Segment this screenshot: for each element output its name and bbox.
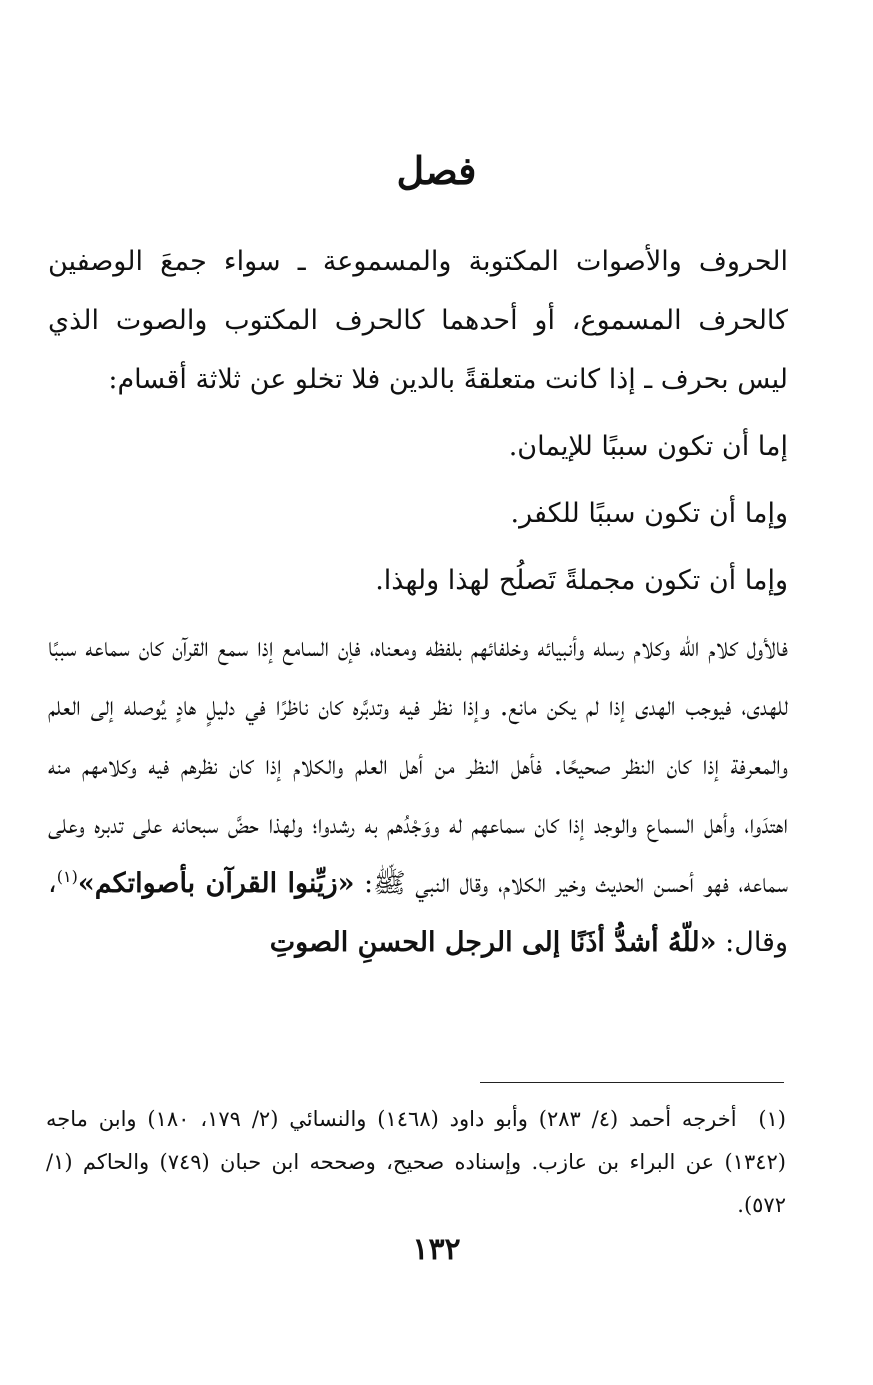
paragraph-first-type-text: فالأول كلام الله وكلام رسله وأنبيائه وخلفائهم بلفظه ومعناه، فإن السامع إذا سمع القرآن كان سماعه سببًا للهدى، فيوجب الهدى إذا لم يكن مانع. وإذا نظر فيه وتدبَّره كان ناظرًا في دليلٍ هادٍ يُوصله إلى العلم والمعرفة إذا كان النظر صحيحًا. فأهل النظر من أهل العلم والكلام إذا كان نظرهم فيه وكلامهم منه اهتدَوا، وأهل السماع والوجد إذا كان سماعهم له ووَجْدُهم به رشدوا؛ ولهذا حضَّ سبحانه على تدبره وعلى سماعه، فهو أحسن الحديث وخير الكلام، وقال النبي ﷺ:	[48, 632, 788, 899]
paragraph-intro: الحروف والأصوات المكتوبة والمسموعة ـ سواء جمعَ الوصفين كالحرف المسموع، أو أحدهما كالحرف المكتوب والصوت الذي ليس بحرف ـ إذا كانت متعلقةً بالدين فلا تخلو عن ثلاثة أقسام:	[48, 246, 788, 395]
list-item-ambiguous: وإما أن تكون مجملةً تَصلُح لهذا ولهذا.	[375, 565, 788, 596]
footnote-1-marker: (١)	[758, 1107, 786, 1131]
footnote-divider	[480, 1082, 784, 1083]
footnote-1-text: أخرجه أحمد (٤/ ٢٨٣) وأبو داود (١٤٦٨) والنسائي (٢/ ١٧٩، ١٨٠) وابن ماجه (١٣٤٢) عن البراء بن عازب. وإسناده صحيح، وصححه ابن حبان (٧٤٩) والحاكم (١/ ٥٧٢).	[46, 1107, 786, 1217]
footnotes	[46, 1098, 786, 1227]
footnote-1	[46, 1098, 786, 1227]
main-text	[48, 232, 788, 972]
hadith-quote-2: «للّهُ أشدُّ أذَنًا إلى الرجل الحسنِ الصوتِ	[269, 927, 717, 958]
paragraph-connector: ، وقال:	[48, 868, 788, 958]
list-item-faith: إما أن تكون سببًا للإيمان.	[508, 431, 788, 462]
list-item-disbelief: وإما أن تكون سببًا للكفر.	[510, 498, 788, 529]
footnote-ref-1[interactable]: (١)	[56, 867, 78, 886]
page-number: ١٣٢	[412, 1232, 461, 1267]
section-title: فصل	[396, 148, 477, 193]
hadith-quote-1: «زيِّنوا القرآن بأصواتكم»	[77, 868, 355, 899]
paragraph-first-type	[48, 618, 788, 972]
